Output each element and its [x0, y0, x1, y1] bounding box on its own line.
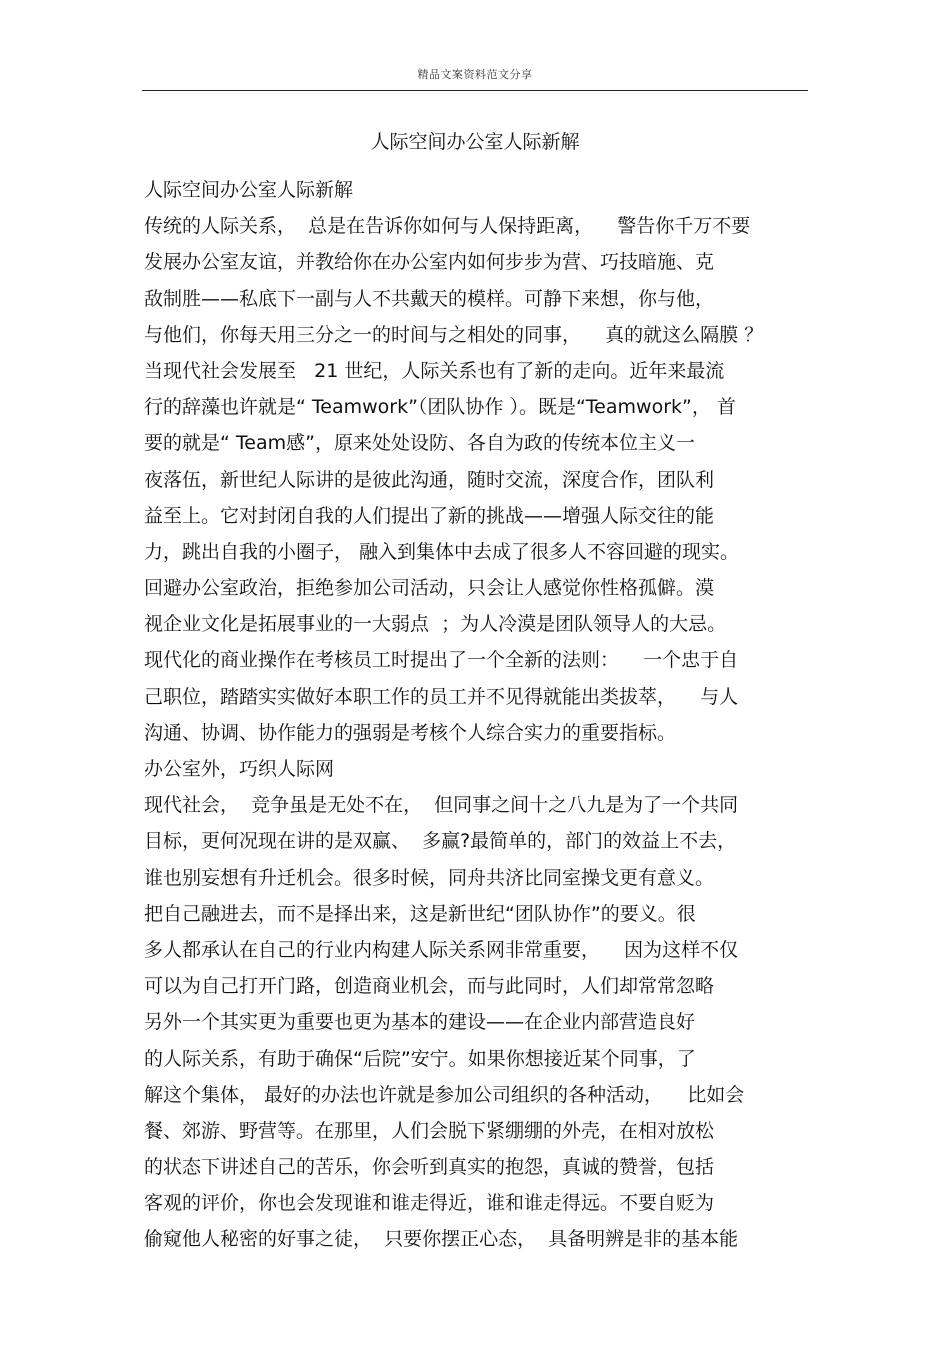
- text-line: 当现代社会发展至 21 世纪，人际关系也有了新的走向。近年来最流: [144, 359, 725, 382]
- text-line: 要的就是“ Team感”，原来处处设防、各自为政的传统本位主义一: [144, 432, 695, 455]
- text-line: 夜落伍，新世纪人际讲的是彼此沟通，随时交流，深度合作，团队利: [144, 468, 715, 491]
- document-body: [144, 172, 814, 1258]
- text-line: 另外一个其实更为重要也更为基本的建设——在企业内部营造良好: [144, 1011, 696, 1034]
- text-line: 发展办公室友谊，并教给你在办公室内如何步步为营、巧技暗施、克: [144, 251, 715, 274]
- text-line: 的人际关系，有助于确保“后院”安宁。如果你想接近某个同事，了: [144, 1047, 696, 1070]
- text-line: 目标，更何况现在讲的是双赢、 多赢?最简单的，部门的效益上不去，: [144, 830, 737, 853]
- text-line: 餐、郊游、野营等。在那里，人们会脱下紧绷绷的外壳，在相对放松: [144, 1119, 715, 1142]
- text-line: 偷窥他人秘密的好事之徒， 只要你摆正心态， 具备明辨是非的基本能: [144, 1228, 739, 1251]
- text-line: 解这个集体， 最好的办法也许就是参加公司组织的各种活动， 比如会: [144, 1083, 745, 1106]
- text-line: 行的辞藻也许就是“ Teamwork”（团队协作 ）。既是“Teamwork”， 首: [144, 396, 736, 419]
- text-line: 谁也别妄想有升迁机会。很多时候，同舟共济比同室操戈更有意义。: [144, 866, 715, 889]
- text-line: 的状态下讲述自己的苦乐，你会听到真实的抱怨，真诚的赞誉，包括: [144, 1156, 715, 1179]
- text-line: 与他们，你每天用三分之一的时间与之相处的同事， 真的就这么隔膜 ？: [144, 323, 764, 346]
- text-line: 益至上。它对封闭自我的人们提出了新的挑战——增强人际交往的能: [144, 504, 715, 527]
- text-line: 力，跳出自我的小圈子， 融入到集体中去成了很多人不容回避的现实。: [144, 540, 740, 563]
- document-title: 人际空间办公室人际新解: [370, 131, 580, 153]
- text-line: 把自己融进去，而不是择出来，这是新世纪“团队协作”的要义。很: [144, 902, 696, 925]
- text-line: 客观的评价，你也会发现谁和谁走得近，谁和谁走得远。不要自贬为: [144, 1192, 715, 1215]
- text-line: 回避办公室政治，拒绝参加公司活动，只会让人感觉你性格孤僻。漠: [144, 577, 715, 600]
- text-line: 多人都承认在自己的行业内构建人际关系网非常重要， 因为这样不仅: [144, 938, 739, 961]
- text-line: 办公室外，巧织人际网: [144, 758, 335, 780]
- text-line: 可以为自己打开门路，创造商业机会，而与此同时，人们却常常忽略: [144, 975, 715, 998]
- text-line: 现代化的商业操作在考核员工时提出了一个全新的法则： 一个忠于自: [144, 649, 739, 672]
- text-line: 传统的人际关系， 总是在告诉你如何与人保持距离， 警告你千万不要: [144, 215, 751, 238]
- text-line: 视企业文化是拓展事业的一大弱点 ；为人冷漠是团队领导人的大忌。: [144, 613, 727, 636]
- text-line: 沟通、协调、协作能力的强弱是考核个人综合实力的重要指标。: [144, 721, 677, 744]
- text-line: 现代社会， 竞争虽是无处不在， 但同事之间十之八九是为了一个共同: [144, 794, 739, 817]
- header-divider: [142, 90, 808, 91]
- text-line: 己职位，踏踏实实做好本职工作的员工并不见得就能出类拔萃， 与人: [144, 685, 739, 708]
- text-line: 人际空间办公室人际新解: [144, 179, 354, 201]
- page-header-label: 精品文案资料范文分享: [417, 68, 533, 81]
- text-line: 敌制胜——私底下一副与人不共戴天的模样。可静下来想，你与他，: [144, 287, 715, 310]
